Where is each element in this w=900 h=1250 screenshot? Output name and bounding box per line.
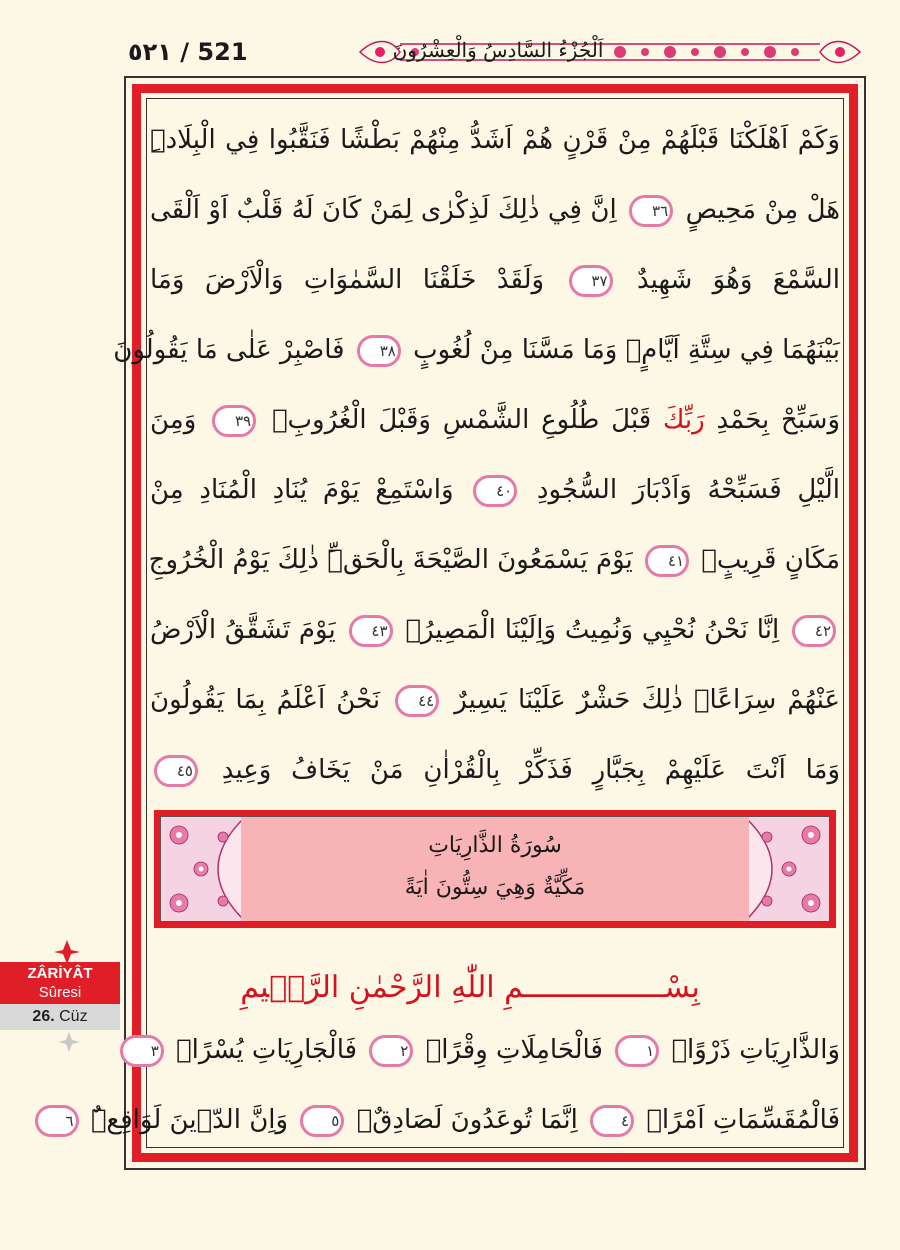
ayah-marker: ٣٩ — [212, 405, 256, 437]
ayah-marker: ٤٤ — [395, 685, 439, 717]
ayah-marker: ٤١ — [645, 545, 689, 577]
verse-text: بَيْنَهُمَا فِي سِتَّةِ اَيَّامٍۗ وَمَا مَسَّنَا مِنْ لُغُوبٍ — [413, 335, 840, 365]
side-tab-surah-name: ZÂRİYÂT — [27, 965, 93, 982]
surah-side-tab — [0, 962, 120, 1030]
verse-text: قَبْلَ طُلُوعِ الشَّمْسِ وَقَبْلَ الْغُرُوبِۚ — [271, 405, 652, 435]
verse-text: فَالْجَارِيَاتِ يُسْرًاۙ — [176, 1035, 358, 1065]
verse-text: وَسَبِّحْ بِحَمْدِ — [716, 405, 841, 435]
ayah-marker: ٣٦ — [629, 195, 673, 227]
text-line-5 — [150, 390, 840, 450]
surah-subtitle: مَكِّيَّةٌ وَهِيَ سِتُّونَ اٰيَةً — [404, 875, 586, 900]
verse-text: وَمِنَ — [150, 405, 197, 435]
text-line-6 — [150, 460, 840, 520]
verse-text: اِنَّا نَحْنُ نُحْيِي وَنُمِيتُ وَاِلَيْنَا الْمَصِيرُۙ — [405, 615, 780, 645]
floral-ornament-icon — [745, 817, 829, 921]
text-line-3 — [150, 250, 840, 310]
verse-text: يَوْمَ يَسْمَعُونَ الصَّيْحَةَ بِالْحَقِّۜ ذٰلِكَ يَوْمُ الْخُرُوجِ — [148, 545, 633, 575]
verse-text: وَمَا اَنْتَ عَلَيْهِمْ بِجَبَّارٍ فَذَكِّرْ بِالْقُرْاٰنِ مَنْ يَخَافُ وَعِيدِ — [221, 755, 840, 785]
highlighted-word: رَبِّكَ — [662, 405, 705, 435]
verse-text: اِنَّمَا تُوعَدُونَ لَصَادِقٌۙ — [356, 1105, 578, 1135]
text-line-11 — [150, 1020, 840, 1080]
ayah-marker: ٤٢ — [792, 615, 836, 647]
ayah-marker: ١ — [615, 1035, 659, 1067]
ayah-marker: ٤٣ — [349, 615, 393, 647]
juz-title: اَلْجُزْءُ السَّادِسُ وَالْعِشْرُونَ — [392, 38, 604, 62]
verse-text: فَالْحَامِلَاتِ وِقْرًاۙ — [425, 1035, 603, 1065]
floral-ornament-icon — [161, 817, 245, 921]
surah-header-inner — [160, 816, 830, 922]
verse-text: اِنَّ فِي ذٰلِكَ لَذِكْرٰى لِمَنْ كَانَ لَهُ قَلْبٌ اَوْ اَلْقَى — [150, 195, 617, 225]
verse-text: عَنْهُمْ سِرَاعًاۜ ذٰلِكَ حَشْرٌ عَلَيْنَا يَسِيرٌ — [454, 685, 841, 715]
page-number: ٥٢١ / 521 — [128, 38, 248, 66]
ayah-marker: ٤٥ — [154, 755, 198, 787]
verse-text: وَلَقَدْ خَلَقْنَا السَّمٰوَاتِ وَالْاَرْضَ وَمَا — [150, 265, 545, 295]
ayah-marker: ٤٠ — [473, 475, 517, 507]
text-line-10 — [150, 740, 840, 800]
text-line-2 — [150, 180, 840, 240]
verse-text: وَاِنَّ الدّ۪ينَ لَوَاقِعٌۜ — [90, 1105, 289, 1135]
ayah-marker: ٢ — [369, 1035, 413, 1067]
surah-title-panel — [241, 817, 749, 921]
text-line-12 — [65, 1090, 840, 1150]
verse-text: وَاسْتَمِعْ يَوْمَ يُنَادِ الْمُنَادِ مِنْ — [150, 475, 454, 505]
text-line-8 — [150, 600, 840, 660]
text-line-1 — [150, 110, 840, 170]
verse-text: وَكَمْ اَهْلَكْنَا قَبْلَهُمْ مِنْ قَرْنٍ هُمْ اَشَدُّ مِنْهُمْ بَطْشًا فَنَقَّبُوا فِي الْبِلَادِۜ — [150, 125, 840, 155]
verse-text: يَوْمَ تَشَقَّقُ الْاَرْضُ — [150, 615, 336, 645]
text-line-9 — [150, 670, 840, 730]
ayah-marker: ٥ — [300, 1105, 344, 1137]
verse-text: مَكَانٍ قَرِيبٍۙ — [701, 545, 840, 575]
verse-text: وَالذَّارِيَاتِ ذَرْوًاۙ — [671, 1035, 840, 1065]
fleur-ornament-icon — [58, 1032, 80, 1052]
text-line-4 — [113, 320, 840, 380]
surah-header-box — [154, 810, 836, 928]
ayah-marker: ٤ — [590, 1105, 634, 1137]
side-tab-juz — [0, 1004, 120, 1030]
side-tab-sure-label: Sûresi — [38, 984, 82, 1001]
ayah-marker: ٣٨ — [357, 335, 401, 367]
ayah-marker: ٦ — [35, 1105, 79, 1137]
verse-text: فَاصْبِرْ عَلٰى مَا يَقُولُونَ — [113, 335, 345, 365]
verse-text: هَلْ مِنْ مَحِيصٍ — [685, 195, 840, 225]
surah-name: سُورَةُ الذَّارِيَاتِ — [428, 833, 562, 858]
page-header — [0, 0, 900, 80]
fleur-ornament-icon — [52, 940, 82, 964]
verse-text: نَحْنُ اَعْلَمُ بِمَا يَقُولُونَ — [150, 685, 381, 715]
basmala: بِسْــــــــــــــــمِ اللّٰهِ الرَّحْمٰنِ الرَّح۪يمِ — [240, 970, 700, 1005]
verse-text: فَالْمُقَسِّمَاتِ اَمْرًاۙ — [646, 1105, 840, 1135]
ayah-marker: ٣ — [120, 1035, 164, 1067]
verse-text: السَّمْعَ وَهُوَ شَهِيدٌ — [636, 265, 841, 295]
text-line-7 — [150, 530, 840, 590]
side-tab-juz-number: 26. — [32, 1008, 55, 1025]
side-tab-surah — [0, 962, 120, 1004]
ayah-marker: ٣٧ — [569, 265, 613, 297]
side-tab-juz-label: Cüz — [59, 1008, 88, 1025]
verse-text: الَّيْلِ فَسَبِّحْهُ وَاَدْبَارَ السُّجُودِ — [536, 475, 840, 505]
